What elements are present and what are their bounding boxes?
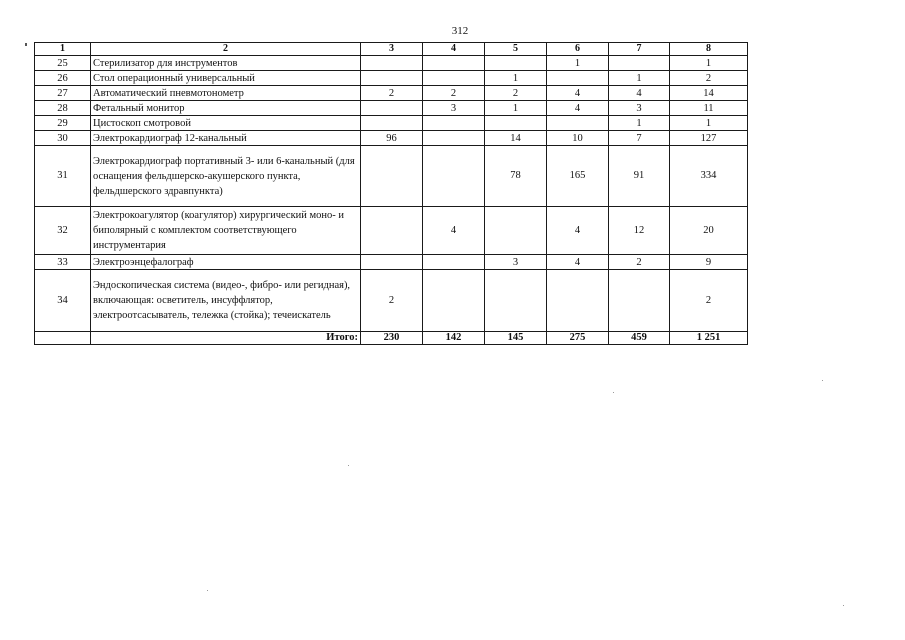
cell-value: [361, 56, 423, 71]
cell-value: [547, 270, 609, 332]
cell-value: 4: [547, 207, 609, 255]
equipment-name: Эндоскопическая система (видео-, фибро- или регидная), включающая: осветитель, инсуффлятор, электроотсасыватель, тележка (стойка); течеискатель: [91, 270, 361, 332]
row-number: 25: [35, 56, 91, 71]
cell-value: 3: [609, 101, 670, 116]
table-header-row: [35, 43, 748, 56]
equipment-name: Фетальный монитор: [91, 101, 361, 116]
page-number: 312: [451, 25, 469, 37]
scan-speck: [843, 605, 844, 606]
total-value: 145: [485, 332, 547, 345]
row-number: 29: [35, 116, 91, 131]
equipment-name: Электрокоагулятор (коагулятор) хирургический моно- и биполярный с комплектом соответствующего инструментария: [91, 207, 361, 255]
table-row: [35, 207, 748, 255]
table-row: [35, 101, 748, 116]
total-row: [35, 332, 748, 345]
table-row: [35, 131, 748, 146]
cell-value: 4: [547, 86, 609, 101]
cell-value: 4: [609, 86, 670, 101]
column-header: 5: [485, 43, 547, 56]
cell-value: 12: [609, 207, 670, 255]
cell-value: 127: [670, 131, 748, 146]
table-row: [35, 56, 748, 71]
cell-value: 1: [609, 116, 670, 131]
column-header: 1: [35, 43, 91, 56]
cell-value: [423, 255, 485, 270]
cell-value: [485, 270, 547, 332]
row-number: 32: [35, 207, 91, 255]
equipment-name: Цистоскоп смотровой: [91, 116, 361, 131]
equipment-name: Автоматический пневмотонометр: [91, 86, 361, 101]
table-row: [35, 71, 748, 86]
table-row: [35, 86, 748, 101]
cell-value: [423, 270, 485, 332]
table-row: [35, 270, 748, 332]
cell-value: 1: [670, 116, 748, 131]
cell-value: 1: [547, 56, 609, 71]
cell-value: 14: [485, 131, 547, 146]
table-row: [35, 255, 748, 270]
cell-value: 4: [547, 101, 609, 116]
cell-value: 10: [547, 131, 609, 146]
cell-value: 1: [485, 71, 547, 86]
cell-value: 4: [547, 255, 609, 270]
cell-value: [547, 116, 609, 131]
cell-value: [361, 207, 423, 255]
total-value: 142: [423, 332, 485, 345]
table-row: [35, 146, 748, 207]
scan-speck: [348, 465, 349, 466]
cell-value: 2: [423, 86, 485, 101]
total-value: 1 251: [670, 332, 748, 345]
cell-value: [485, 116, 547, 131]
total-label: Итого:: [91, 332, 361, 345]
cell-value: [609, 270, 670, 332]
cell-value: 2: [485, 86, 547, 101]
cell-value: [423, 71, 485, 86]
row-number: 26: [35, 71, 91, 86]
total-value: 459: [609, 332, 670, 345]
row-number: 28: [35, 101, 91, 116]
cell-value: 78: [485, 146, 547, 207]
total-empty-cell: [35, 332, 91, 345]
equipment-name: Электроэнцефалограф: [91, 255, 361, 270]
cell-value: [423, 56, 485, 71]
cell-value: 1: [670, 56, 748, 71]
cell-value: 4: [423, 207, 485, 255]
scan-speck: [822, 380, 823, 381]
row-number: 30: [35, 131, 91, 146]
cell-value: [423, 146, 485, 207]
equipment-name: Стерилизатор для инструментов: [91, 56, 361, 71]
equipment-name: Стол операционный универсальный: [91, 71, 361, 86]
scan-speck: [207, 590, 208, 591]
equipment-name: Электрокардиограф портативный 3- или 6-канальный (для оснащения фельдшерско-акушерского пункта, фельдшерского здравпункта): [91, 146, 361, 207]
cell-value: [361, 71, 423, 86]
cell-value: 91: [609, 146, 670, 207]
cell-value: [547, 71, 609, 86]
cell-value: [485, 207, 547, 255]
cell-value: [361, 101, 423, 116]
column-header: 7: [609, 43, 670, 56]
total-value: 275: [547, 332, 609, 345]
cell-value: 20: [670, 207, 748, 255]
scan-speck: [613, 392, 614, 393]
cell-value: [423, 116, 485, 131]
column-header: 4: [423, 43, 485, 56]
cell-value: 7: [609, 131, 670, 146]
cell-value: [361, 146, 423, 207]
cell-value: [609, 56, 670, 71]
scan-mark: [25, 43, 27, 46]
cell-value: 3: [485, 255, 547, 270]
column-header: 3: [361, 43, 423, 56]
row-number: 31: [35, 146, 91, 207]
cell-value: 2: [670, 71, 748, 86]
cell-value: 96: [361, 131, 423, 146]
equipment-table: [34, 42, 748, 345]
column-header: 8: [670, 43, 748, 56]
total-value: 230: [361, 332, 423, 345]
cell-value: 2: [361, 270, 423, 332]
row-number: 27: [35, 86, 91, 101]
row-number: 34: [35, 270, 91, 332]
cell-value: 2: [609, 255, 670, 270]
cell-value: 2: [361, 86, 423, 101]
equipment-name: Электрокардиограф 12-канальный: [91, 131, 361, 146]
cell-value: 2: [670, 270, 748, 332]
cell-value: [485, 56, 547, 71]
cell-value: 3: [423, 101, 485, 116]
table-row: [35, 116, 748, 131]
column-header: 6: [547, 43, 609, 56]
cell-value: 165: [547, 146, 609, 207]
cell-value: 1: [609, 71, 670, 86]
cell-value: 14: [670, 86, 748, 101]
row-number: 33: [35, 255, 91, 270]
column-header: 2: [91, 43, 361, 56]
cell-value: [423, 131, 485, 146]
cell-value: 9: [670, 255, 748, 270]
cell-value: [361, 116, 423, 131]
cell-value: 1: [485, 101, 547, 116]
cell-value: [361, 255, 423, 270]
cell-value: 11: [670, 101, 748, 116]
cell-value: 334: [670, 146, 748, 207]
